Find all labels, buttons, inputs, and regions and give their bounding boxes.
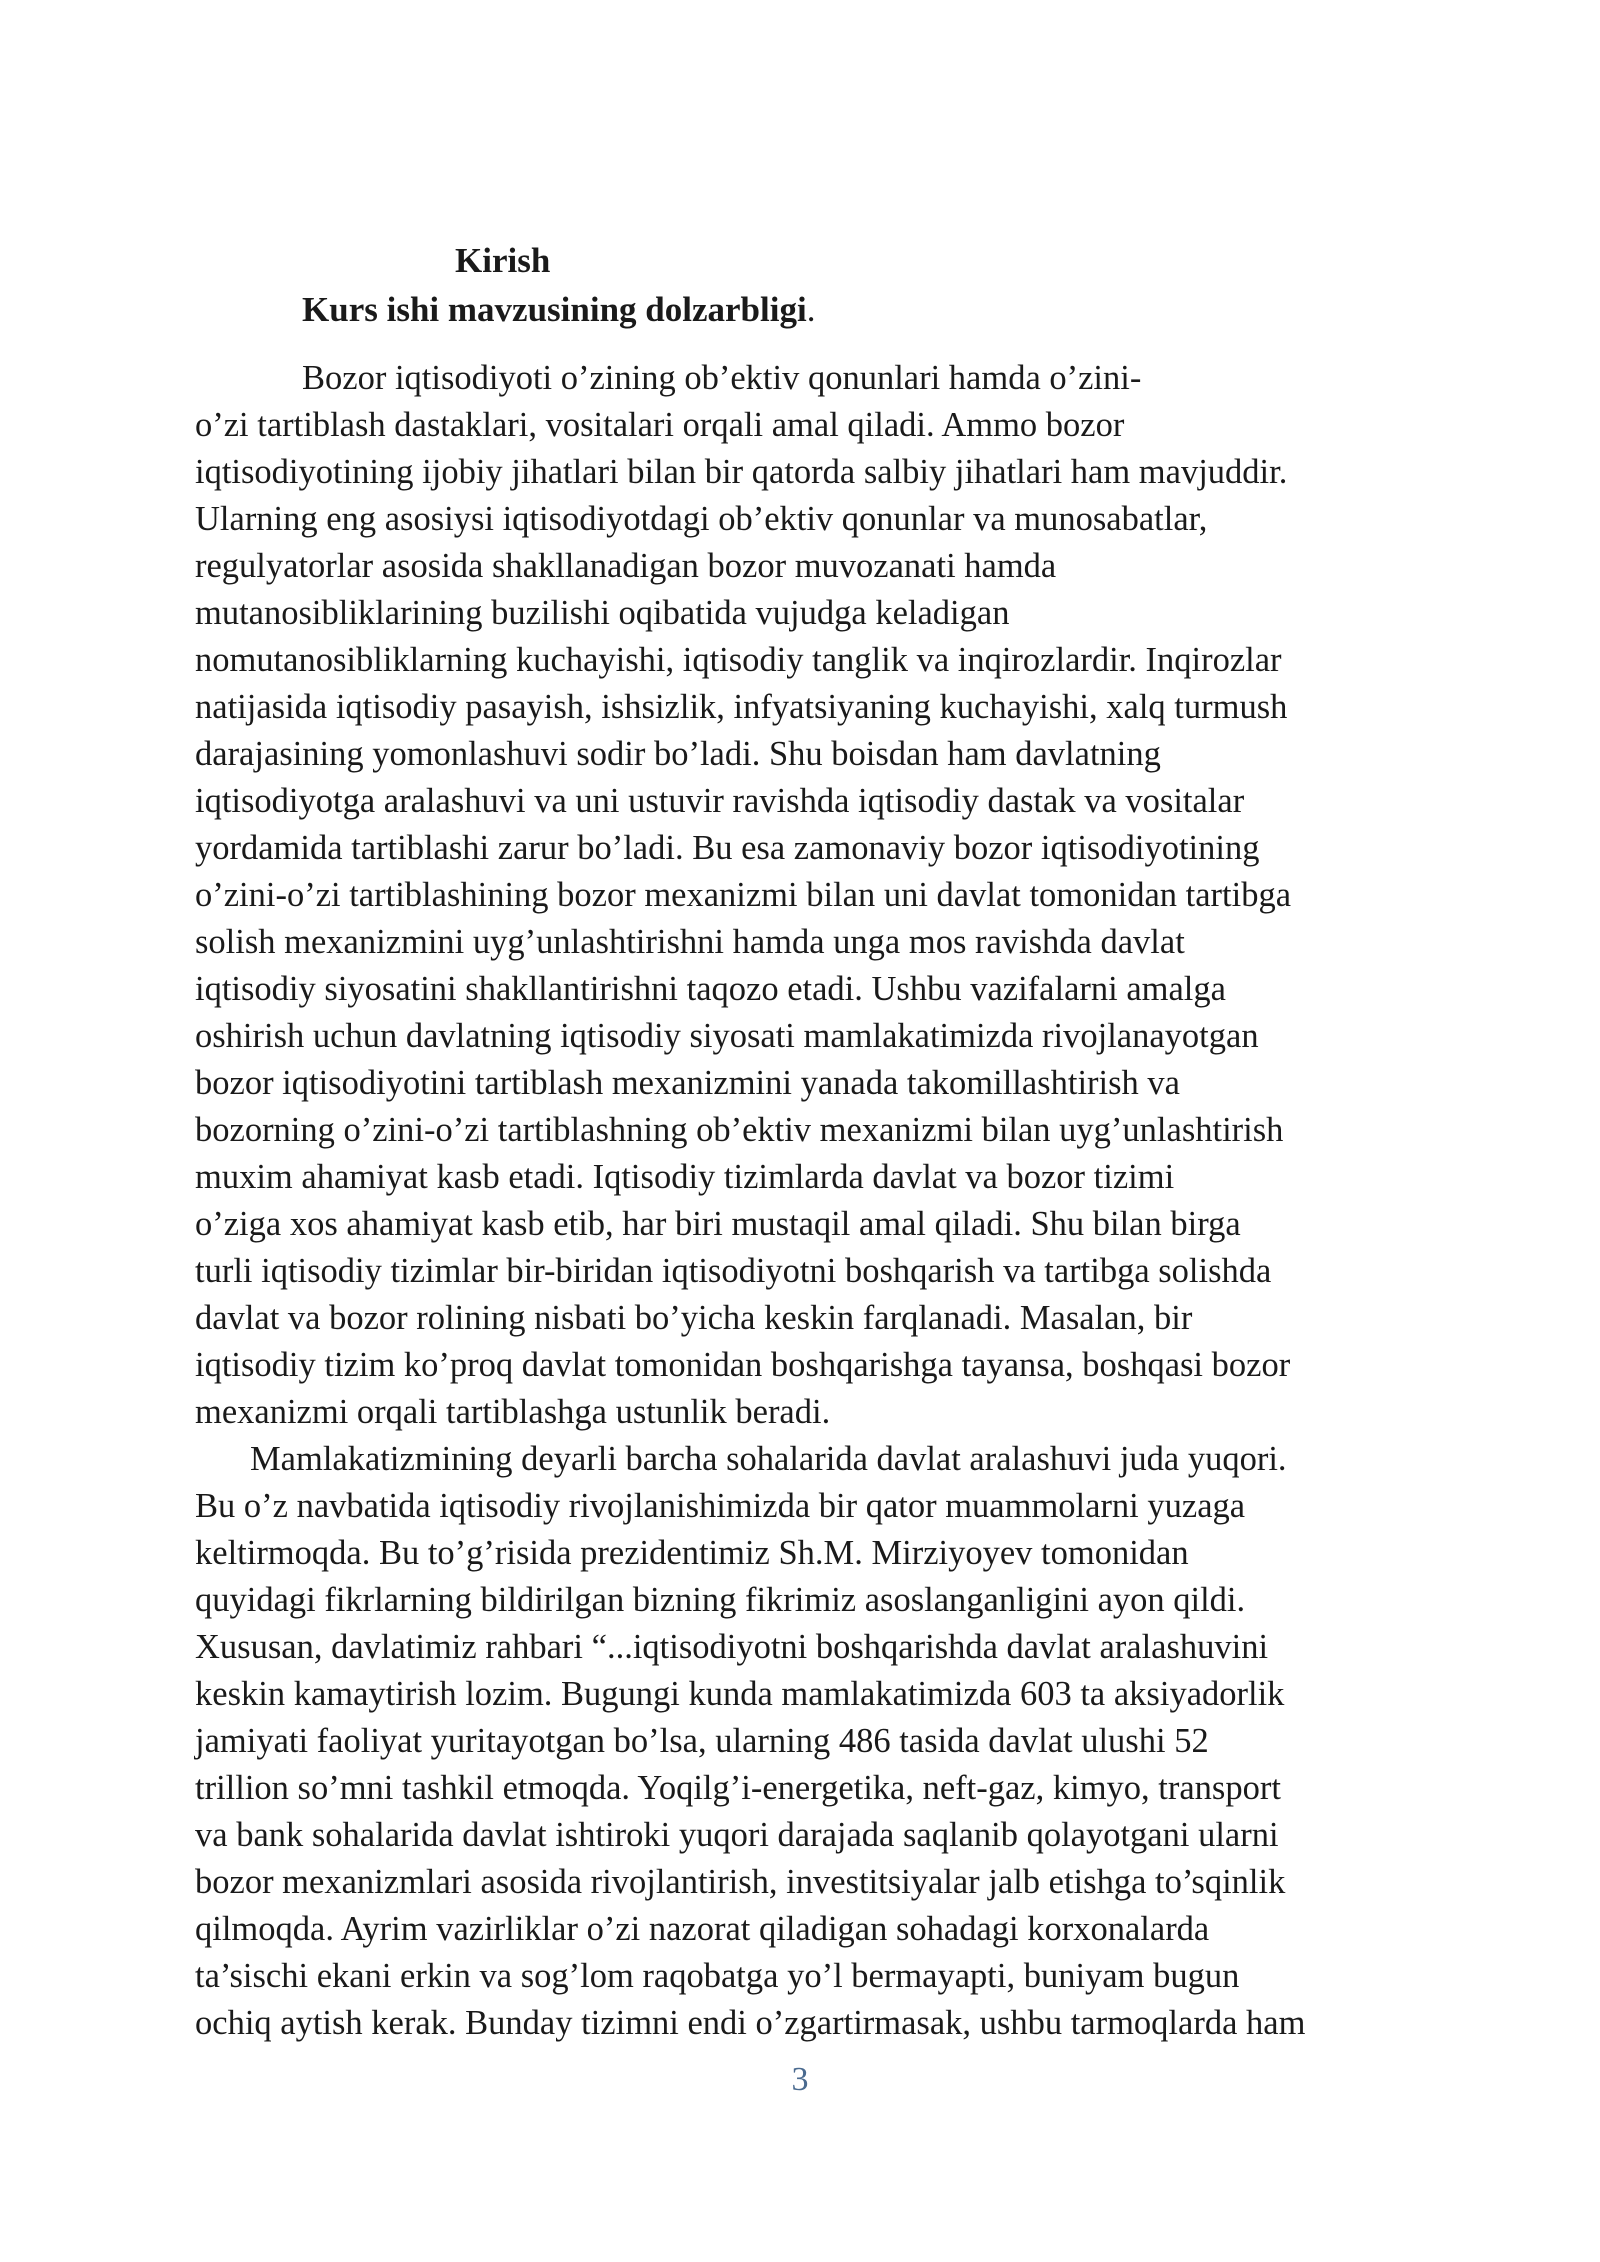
text-line: iqtisodiy tizim ko’proq davlat tomonidan boshqarishga tayansa, boshqasi bozor	[195, 1346, 1291, 1384]
text-line: qilmoqda. Ayrim vazirliklar o’zi nazorat qiladigan sohadagi korxonalarda	[195, 1910, 1210, 1948]
text-line: bozorning o’zini-o’zi tartiblashning ob’ektiv mexanizmi bilan uyg’unlashtirish	[195, 1111, 1284, 1149]
text-line: Mamlakatizmining deyarli barcha sohalarida davlat aralashuvi juda yuqori.	[250, 1440, 1287, 1478]
text-line: jamiyati faoliyat yuritayotgan bo’lsa, ularning 486 tasida davlat ulushi 52	[195, 1722, 1209, 1760]
text-line: regulyatorlar asosida shakllanadigan bozor muvozanati hamda	[195, 547, 1057, 585]
text-line: va bank sohalarida davlat ishtiroki yuqori darajada saqlanib qolayotgani ularni	[195, 1816, 1279, 1854]
section-title: Kirish	[455, 241, 551, 280]
text-line: quyidagi fikrlarning bildirilgan bizning fikrimiz asoslanganligini ayon qildi.	[195, 1581, 1246, 1619]
section-subtitle	[302, 287, 815, 333]
text-line: solish mexanizmini uyg’unlashtirishni hamda unga mos ravishda davlat	[195, 923, 1185, 961]
page-number: 3	[791, 2061, 809, 2098]
text-line: davlat va bozor rolining nisbati bo’yicha keskin farqlanadi. Masalan, bir	[195, 1299, 1193, 1337]
text-line: iqtisodiyotga aralashuvi va uni ustuvir ravishda iqtisodiy dastak va vositalar	[195, 782, 1245, 820]
text-line: iqtisodiyotining ijobiy jihatlari bilan bir qatorda salbiy jihatlari ham mavjuddir.	[195, 453, 1288, 491]
body-text	[195, 355, 1425, 2047]
text-line: Bozor iqtisodiyoti o’zining ob’ektiv qonunlari hamda o’zini-	[302, 359, 1142, 397]
text-line: ta’sischi ekani erkin va sog’lom raqobatga yo’l bermayapti, buniyam bugun	[195, 1957, 1240, 1995]
text-line: darajasining yomonlashuvi sodir bo’ladi. Shu boisdan ham davlatning	[195, 735, 1161, 773]
text-line: Xususan, davlatimiz rahbari “...iqtisodiyotni boshqarishda davlat aralashuvini	[195, 1628, 1269, 1666]
text-line: o’zini-o’zi tartiblashining bozor mexanizmi bilan uni davlat tomonidan tartibga	[195, 876, 1292, 914]
text-line: iqtisodiy siyosatini shakllantirishni taqozo etadi. Ushbu vazifalarni amalga	[195, 970, 1226, 1008]
text-line: keltirmoqda. Bu to’g’risida prezidentimiz Sh.M. Mirziyoyev tomonidan	[195, 1534, 1189, 1572]
text-line: ochiq aytish kerak. Bunday tizimni endi o’zgartirmasak, ushbu tarmoqlarda ham	[195, 2004, 1306, 2042]
text-line: nomutanosibliklarning kuchayishi, iqtisodiy tanglik va inqirozlardir. Inqirozlar	[195, 641, 1282, 679]
text-line: muxim ahamiyat kasb etadi. Iqtisodiy tizimlarda davlat va bozor tizimi	[195, 1158, 1175, 1196]
subtitle-text: Kurs ishi mavzusining dolzarbligi	[302, 290, 807, 329]
text-line: turli iqtisodiy tizimlar bir-biridan iqtisodiyotni boshqarish va tartibga solishda	[195, 1252, 1272, 1290]
text-line: yordamida tartiblashi zarur bo’ladi. Bu esa zamonaviy bozor iqtisodiyotining	[195, 829, 1260, 867]
text-line: oshirish uchun davlatning iqtisodiy siyosati mamlakatimizda rivojlanayotgan	[195, 1017, 1259, 1055]
text-line: Ularning eng asosiysi iqtisodiyotdagi ob’ektiv qonunlar va munosabatlar,	[195, 500, 1208, 538]
text-line: natijasida iqtisodiy pasayish, ishsizlik, infyatsiyaning kuchayishi, xalq turmush	[195, 688, 1288, 726]
subtitle-period: .	[806, 290, 816, 329]
text-line: o’zi tartiblash dastaklari, vositalari orqali amal qiladi. Ammo bozor	[195, 406, 1125, 444]
text-line: keskin kamaytirish lozim. Bugungi kunda mamlakatimizda 603 ta aksiyadorlik	[195, 1675, 1285, 1713]
text-line: bozor mexanizmlari asosida rivojlantirish, investitsiyalar jalb etishga to’sqinlik	[195, 1863, 1286, 1901]
text-line: mexanizmi orqali tartiblashga ustunlik beradi.	[195, 1393, 831, 1431]
text-line: o’ziga xos ahamiyat kasb etib, har biri mustaqil amal qiladi. Shu bilan birga	[195, 1205, 1241, 1243]
text-line: mutanosibliklarining buzilishi oqibatida vujudga keladigan	[195, 594, 1010, 632]
text-line: Bu o’z navbatida iqtisodiy rivojlanishimizda bir qator muammolarni yuzaga	[195, 1487, 1246, 1525]
text-line: trillion so’mni tashkil etmoqda. Yoqilg’i-energetika, neft-gaz, kimyo, transport	[195, 1769, 1281, 1807]
text-line: bozor iqtisodiyotini tartiblash mexanizmini yanada takomillashtirish va	[195, 1064, 1180, 1102]
